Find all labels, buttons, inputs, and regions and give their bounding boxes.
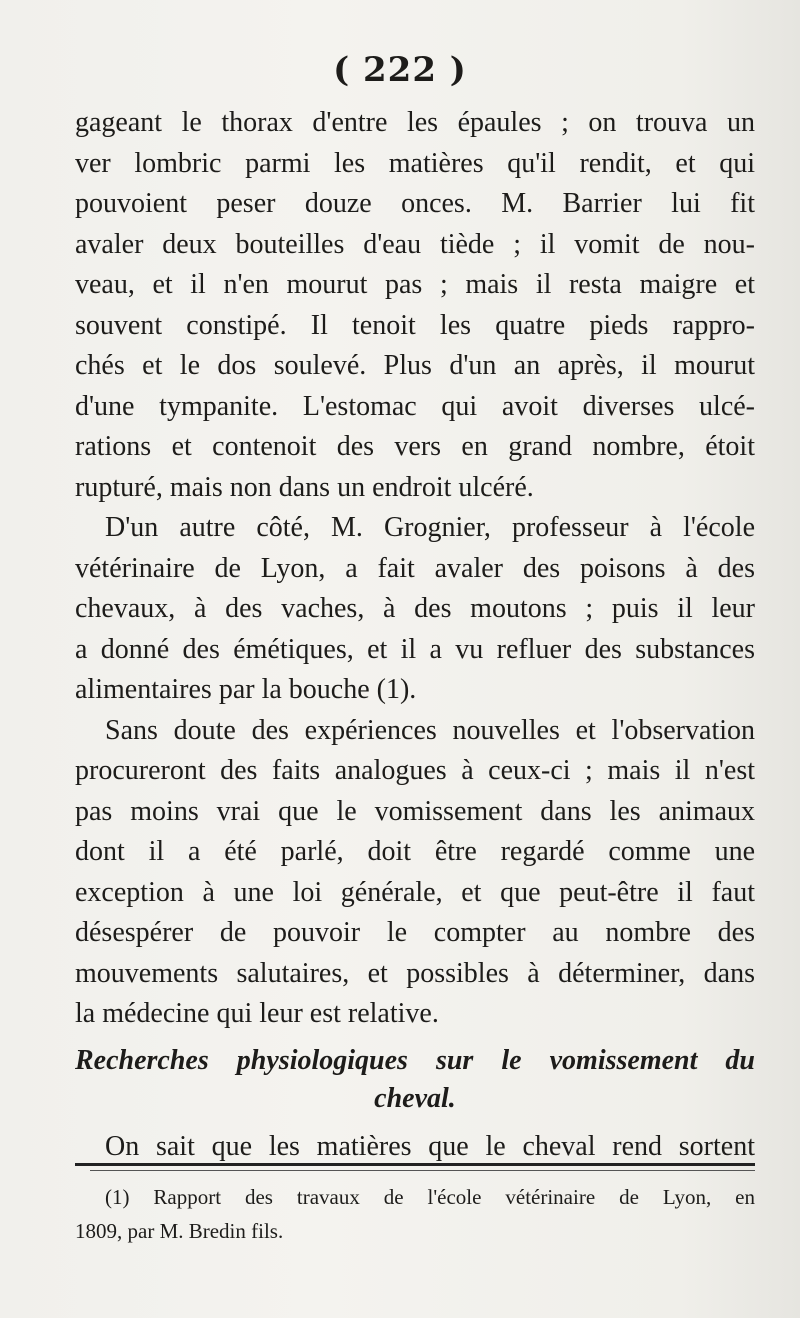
text-line: D'un autre côté, M. Grognier, professeur à l'école [105, 512, 755, 543]
text-line: rations et contenoit des vers en grand nombre, étoit [75, 431, 755, 462]
text-line: exception à une loi générale, et que peut-être il faut [75, 876, 755, 908]
text-line: Sans doute des expériences nouvelles et l'observation [105, 714, 755, 746]
text-line: dont il a été parlé, doit être regardé comme une [75, 836, 755, 867]
section-heading [75, 1041, 755, 1117]
text-line: procureront des faits analogues à ceux-ci ; mais il n'est [75, 755, 755, 786]
footnote-line: (1) Rapport des travaux de l'école vétérinaire de Lyon, en [105, 1185, 755, 1209]
body-text [75, 103, 755, 1167]
paragraph-4 [75, 1127, 755, 1168]
text-line: pas moins vrai que le vomissement dans les animaux [75, 795, 755, 827]
paragraph-1 [75, 103, 755, 508]
text-line: a donné des émétiques, et il a vu refluer des substances [75, 633, 755, 665]
text-line: chevaux, à des vaches, à des moutons ; puis il leur [75, 593, 755, 624]
text-line: gageant le thorax d'entre les épaules ; on trouva un [75, 107, 755, 138]
paragraph-3 [75, 711, 755, 1035]
footnote-rule-thin [90, 1170, 755, 1171]
text-line: ver lombric parmi les matières qu'il rendit, et qui [75, 147, 755, 179]
text-line: souvent constipé. Il tenoit les quatre pieds rappro- [75, 309, 755, 341]
text-line: mouvements salutaires, et possibles à déterminer, dans [75, 957, 755, 989]
heading-line: cheval. [374, 1082, 456, 1114]
text-line: veau, et il n'en mourut pas ; mais il resta maigre et [75, 269, 755, 300]
text-line: la médecine qui leur est relative. [75, 998, 439, 1029]
text-line: désespérer de pouvoir le compter au nombre des [75, 917, 755, 948]
footnote-line: 1809, par M. Bredin fils. [75, 1219, 284, 1243]
text-line: chés et le dos soulevé. Plus d'un an après, il mourut [75, 350, 755, 381]
text-line: d'une tympanite. L'estomac qui avoit diverses ulcé- [75, 390, 755, 422]
text-line: pouvoient peser douze onces. M. Barrier lui fit [75, 188, 755, 219]
text-line: vétérinaire de Lyon, a fait avaler des poisons à des [75, 552, 755, 584]
paragraph-2 [75, 508, 755, 711]
text-line: On sait que les matières que le cheval rend sortent [105, 1130, 755, 1162]
footnote-rule [75, 1163, 755, 1166]
text-line: avaler deux bouteilles d'eau tiède ; il vomit de nou- [75, 228, 755, 260]
text-line: rupturé, mais non dans un endroit ulcéré. [75, 471, 534, 503]
page-number: ( 222 ) [333, 50, 467, 90]
footnote [75, 1180, 755, 1248]
text-line: alimentaires par la bouche (1). [75, 674, 417, 705]
heading-line: Recherches physiologiques sur le vomissement du [75, 1044, 755, 1076]
